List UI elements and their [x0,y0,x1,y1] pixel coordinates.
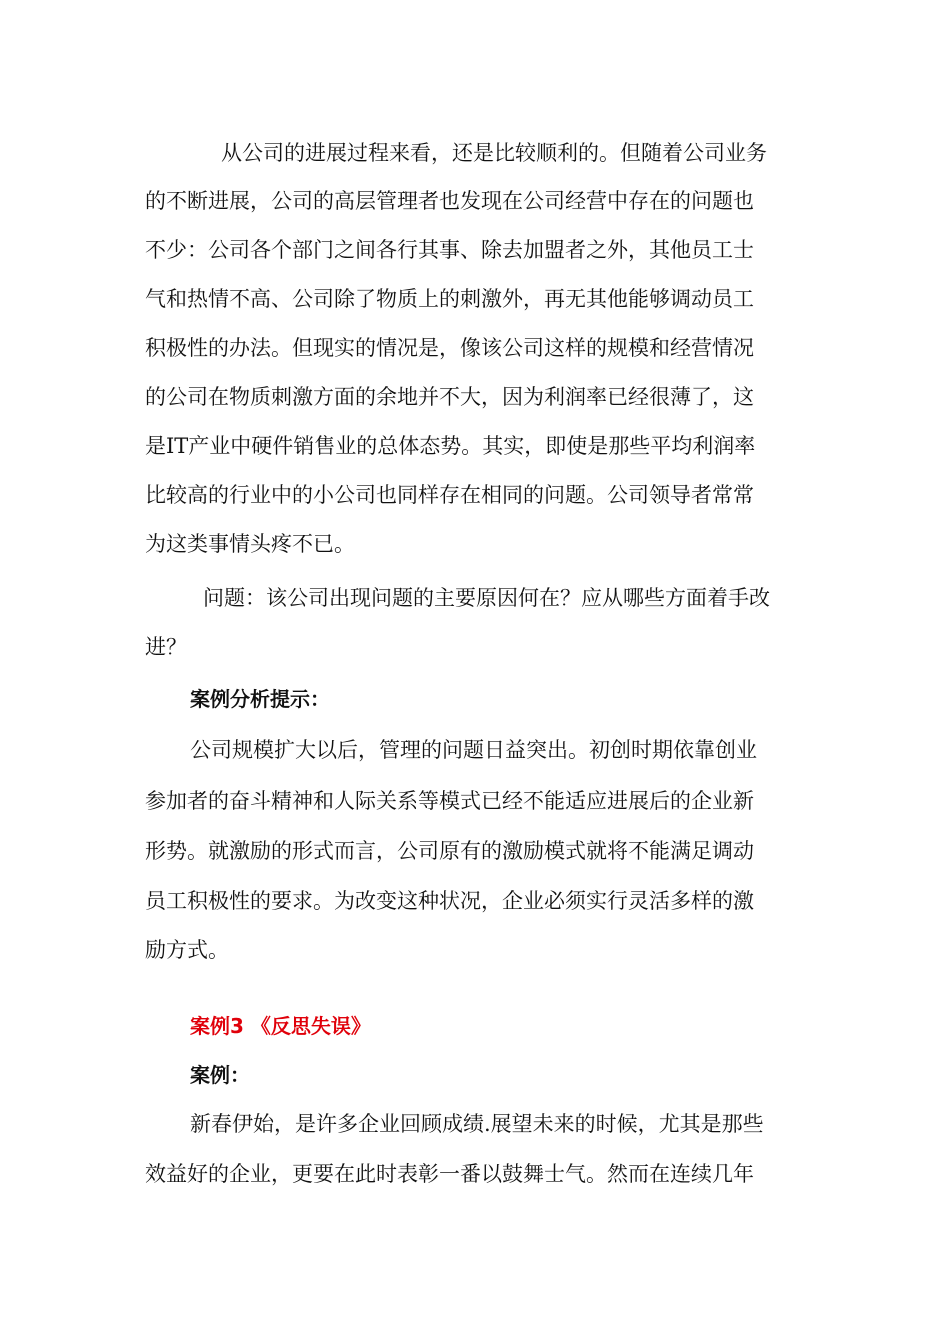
analysis-line: 参加者的奋斗精神和人际关系等模式已经不能适应进展后的企业新 [145,789,754,813]
question-line: 问题：该公司出现问题的主要原因何在？应从哪些方面着手改 [203,586,770,610]
analysis-line: 励方式。 [145,938,229,962]
case3-title: 案例3 《反思失误》 [190,1014,371,1038]
question-line: 进？ [145,635,187,659]
analysis-line: 员工积极性的要求。为改变这种状况，企业必须实行灵活多样的激 [145,889,754,913]
analysis-heading: 案例分析提示： [190,687,330,711]
paragraph-1-line: 的公司在物质刺激方面的余地并不大，因为利润率已经很薄了，这 [145,385,754,409]
paragraph-1-line: 为这类事情头疼不已。 [145,532,355,556]
paragraph-1-line: 从公司的进展过程来看，还是比较顺利的。但随着公司业务 [221,141,767,165]
paragraph-1-line: 积极性的办法。但现实的情况是，像该公司这样的规模和经营情况 [145,336,754,360]
paragraph-1-line: 不少：公司各个部门之间各行其事、除去加盟者之外，其他员工士 [145,238,754,262]
case-text-line: 新春伊始，是许多企业回顾成绩.展望未来的时候，尤其是那些 [190,1112,764,1136]
analysis-line: 形势。就激励的形式而言，公司原有的激励模式就将不能满足调动 [145,839,754,863]
analysis-line: 公司规模扩大以后，管理的问题日益突出。初创时期依靠创业 [190,738,757,762]
paragraph-1-line: 气和热情不高、公司除了物质上的刺激外，再无其他能够调动员工 [145,287,754,311]
paragraph-1-line: 的不断进展，公司的高层管理者也发现在公司经营中存在的问题也 [145,189,754,213]
paragraph-1-line: 比较高的行业中的小公司也同样存在相同的问题。公司领导者常常 [145,483,754,507]
case-text-line: 效益好的企业，更要在此时表彰一番以鼓舞士气。然而在连续几年 [145,1162,754,1186]
case-label: 案例： [190,1063,250,1087]
paragraph-1-line: 是IT产业中硬件销售业的总体态势。其实，即使是那些平均利润率 [145,434,756,458]
